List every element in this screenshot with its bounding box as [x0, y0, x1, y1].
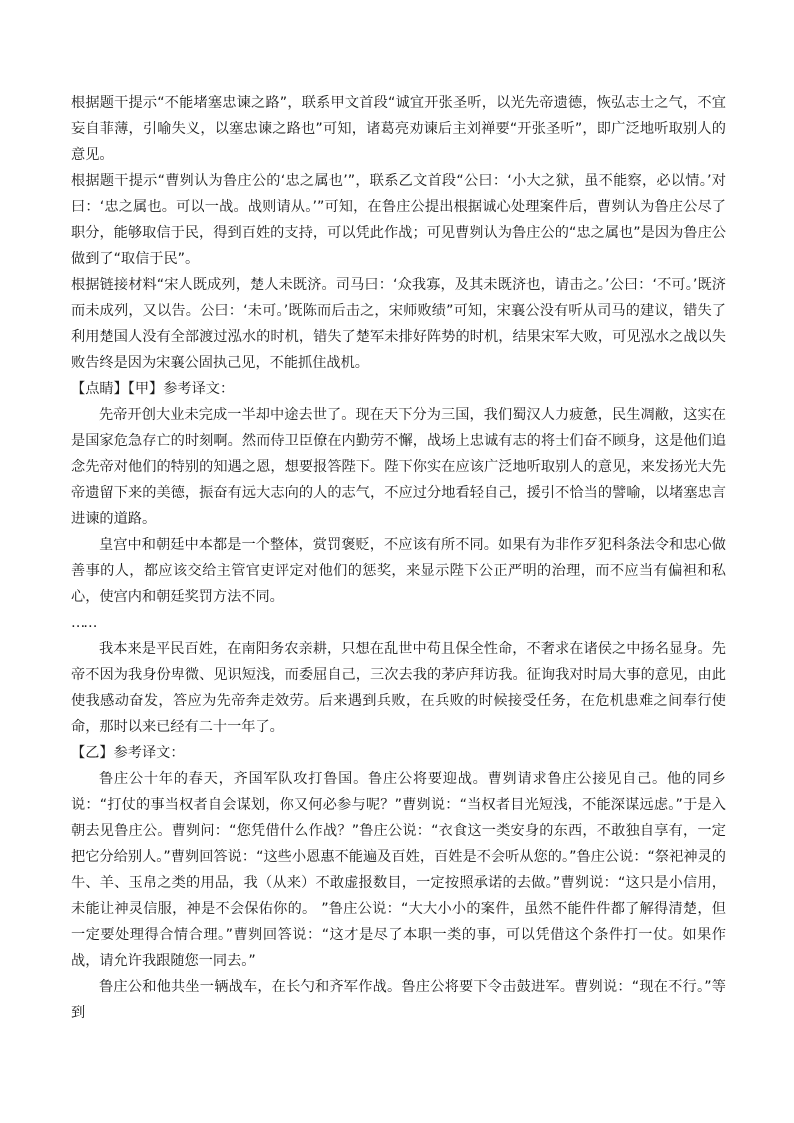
- analysis-paragraph-1: 根据题干提示“不能堵塞忠谏之路”，联系甲文首段“诚宜开张圣听，以光先帝遗德，恢弘志士之气，不宜妄自菲薄，引喻失义，以塞忠谏之路也”可知，诸葛亮劝谏后主刘禅要“开张圣听”，即广泛地听取别人的意见。: [71, 95, 726, 163]
- jia-translation-paragraph-1: 先帝开创大业未完成一半却中途去世了。现在天下分为三国，我们蜀汉人力疲惫，民生凋敝，这实在是国家危急存亡的时刻啊。然而侍卫臣僚在内勤劳不懈，战场上忠诚有志的将士们奋不顾身，这是他们追念先帝对他们的特别的知遇之恩，想要报答陛下。陛下你实在应该广泛地听取别人的意见，来发扬光大先帝遗留下来的美德，振奋有远大志向的人的志气，不应过分地看轻自己，援引不恰当的譬喻，以堵塞忠言进谏的道路。: [71, 407, 726, 527]
- yi-translation-heading: 【乙】参考译文：: [71, 745, 185, 761]
- jia-translation-paragraph-3: 我本来是平民百姓，在南阳务农亲耕，只想在乱世中苟且保全性命，不奢求在诸侯之中扬名显身。先帝不因为我身份卑微、见识短浅，而委屈自己，三次去我的茅庐拜访我。征询我对时局大事的意见，由此使我感动奋发，答应为先帝奔走效劳。后来遇到兵败，在兵败的时候接受任务，在危机患难之间奉行使命，那时以来已经有二十一年了。: [71, 641, 726, 735]
- yi-translation-paragraph-1: 鲁庄公十年的春天，齐国军队攻打鲁国。鲁庄公将要迎战。曹刿请求鲁庄公接见自己。他的同乡说：“打仗的事当权者自会谋划，你又何必参与呢？”曹刿说：“当权者目光短浅，不能深谋远虑。”于是入朝去见鲁庄公。曹刿问：“您凭借什么作战？”鲁庄公说：“衣食这一类安身的东西，不敢独自享有，一定把它分给别人。”曹刿回答说：“这些小恩惠不能遍及百姓，百姓是不会听从您的。”鲁庄公说：“祭祀神灵的牛、羊、玉帛之类的用品，我（从来）不敢虚报数目，一定按照承诺的去做。”曹刿说：“这只是小信用，未能让神灵信服，神是不会保佑你的。 ”鲁庄公说：“大大小小的案件，虽然不能件件都了解得清楚，但一定要处理得合情合理。”曹刿回答说：“这才是尽了本职一类的事，可以凭借这个条件打一仗。如果作战，请允许我跟随您一同去。”: [71, 771, 726, 969]
- yi-translation-paragraph-2: 鲁庄公和他共坐一辆战车，在长勺和齐军作战。鲁庄公将要下令击鼓进军。曹刿说：“现在不行。”等到: [71, 979, 726, 1021]
- analysis-paragraph-2: 根据题干提示“曹刿认为鲁庄公的‘忠之属也’”，联系乙文首段“公曰：‘小大之狱，虽不能察，必以情。’对曰：‘忠之属也。可以一战。战则请从。’”可知，在鲁庄公提出根据诚心处理案件后，曹刿认为鲁庄公尽了职分，能够取信于民，得到百姓的支持，可以凭此作战；可见曹刿认为鲁庄公的“忠之属也”是因为鲁庄公做到了“取信于民”。: [71, 173, 726, 267]
- omission-ellipsis: ……: [71, 615, 96, 631]
- analysis-paragraph-3: 根据链接材料“宋人既成列，楚人未既济。司马曰：‘众我寡，及其未既济也，请击之。’公曰：‘不可。’既济而未成列，又以告。公曰：‘未可。’既陈而后击之，宋师败绩”可知，宋襄公没有听从司马的建议，错失了利用楚国人没有全部渡过泓水的时机，错失了楚军未排好阵势的时机，结果宋军大败，可见泓水之战以失败告终是因为宋襄公固执己见，不能抓住战机。: [71, 277, 726, 371]
- jia-translation-heading: 【点睛】【甲】参考译文：: [71, 381, 235, 397]
- jia-translation-paragraph-2: 皇宫中和朝廷中本都是一个整体，赏罚褒贬，不应该有所不同。如果有为非作歹犯科条法令和忠心做善事的人，都应该交给主管官吏评定对他们的惩奖，来显示陛下公正严明的治理，而不应当有偏袒和私心，使宫内和朝廷奖罚方法不同。: [71, 537, 726, 605]
- document-page: [71, 90, 726, 1026]
